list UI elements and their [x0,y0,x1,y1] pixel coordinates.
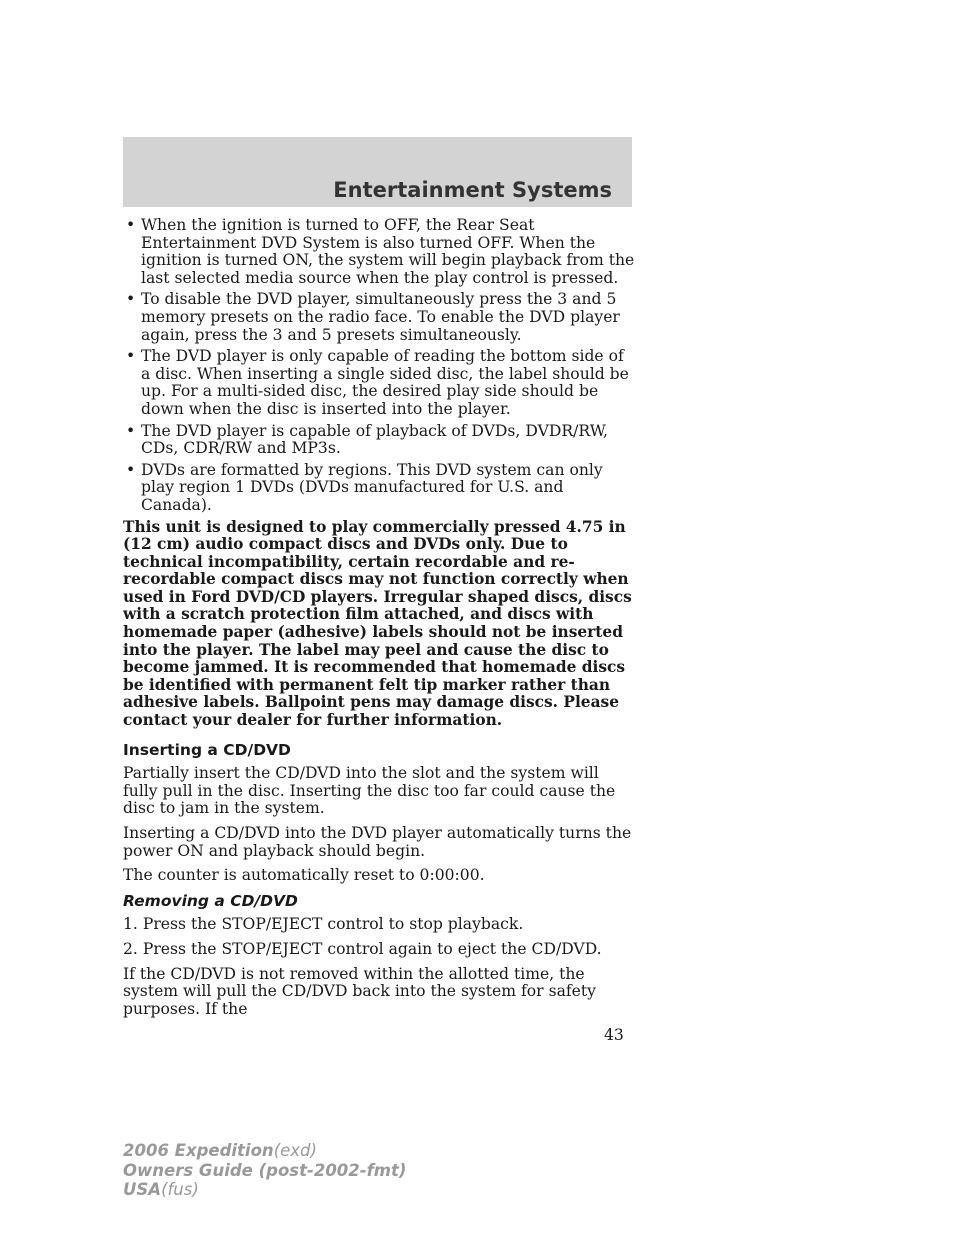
removing-paragraph: 1. Press the STOP/EJECT control to stop playback. [123,915,524,934]
bullet-item [123,291,638,344]
bullet-text: When the ignition is turned to OFF, the Rear Seat Entertainment DVD System is also turned OFF. When the ignition is turned ON, the system will begin playback from the last selected media source when the play control is pressed. [141,216,635,287]
footer-guide: Owners Guide (post-2002-fmt) [123,1160,407,1180]
bullet-text: DVDs are formatted by regions. This DVD system can only play region 1 DVDs (DVDs manufactured for U.S. and Canada). [141,460,603,514]
bullet-dot-icon: • [126,347,136,366]
bullet-dot-icon: • [126,216,136,234]
inserting-paragraph: The counter is automatically reset to 0:00:00. [123,866,485,885]
footer-line-region [123,1180,406,1200]
page-content [123,217,638,1025]
removing-paragraph: 2. Press the STOP/EJECT control again to eject the CD/DVD. [123,939,602,958]
removing-paragraph: If the CD/DVD is not removed within the allotted time, the system will pull the CD/DVD back into the system for safety purposes. If the [123,964,596,1018]
bullet-text: To disable the DVD player, simultaneously press the 3 and 5 memory presets on the radio face. To enable the DVD player again, press the 3 and 5 presets simultaneously. [141,290,620,344]
bullet-dot-icon: • [126,460,136,479]
bullet-item [123,423,638,458]
footer-line-model [123,1141,406,1161]
bullet-item [123,348,638,418]
bullet-text: The DVD player is only capable of reading the bottom side of a disc. When inserting a single sided disc, the label should be up. For a multi-sided disc, the desired play side should be down when the disc is inserted into the player. [141,347,629,418]
bullet-text: The DVD player is capable of playback of DVDs, DVDR/RW, CDs, CDR/RW and MP3s. [141,421,608,458]
bullet-item [123,217,638,287]
disc-warning: This unit is designed to play commercially pressed 4.75 in (12 cm) audio compact discs and DVDs only. Due to technical incompatibility, certain recordable and re-recordable compact discs may not function correctly when used in Ford DVD/CD players. Irregular shaped discs, discs with a scratch protection film attached, and discs with homemade paper (adhesive) labels should not be inserted into the player. The label may peel and cause the disc to become jammed. It is recommended that homemade discs be identified with permanent felt tip marker rather than adhesive labels. Ballpoint pens may damage discs. Please contact your dealer for further information. [123,517,632,730]
section-header-band [123,137,632,207]
footer-region-code: (fus) [161,1180,199,1199]
bullet-dot-icon: • [126,421,136,440]
inserting-paragraph: Inserting a CD/DVD into the DVD player automatically turns the power ON and playback should begin. [123,824,632,860]
page-number: 43 [604,1026,624,1044]
inserting-heading: Inserting a CD/DVD [123,740,291,759]
footer-model: 2006 Expedition [123,1141,274,1160]
removing-heading: Removing a CD/DVD [123,891,298,910]
footer-region: USA [123,1180,162,1199]
bullet-list [123,217,638,515]
section-title: Entertainment Systems [333,178,612,202]
inserting-paragraph: Partially insert the CD/DVD into the slot and the system will fully pull in the disc. Inserting the disc too far could cause the disc to jam in the system. [123,764,616,818]
bullet-item [123,462,638,515]
document-footer [123,1141,406,1200]
footer-model-code: (exd) [273,1141,317,1160]
bullet-dot-icon: • [126,290,136,309]
